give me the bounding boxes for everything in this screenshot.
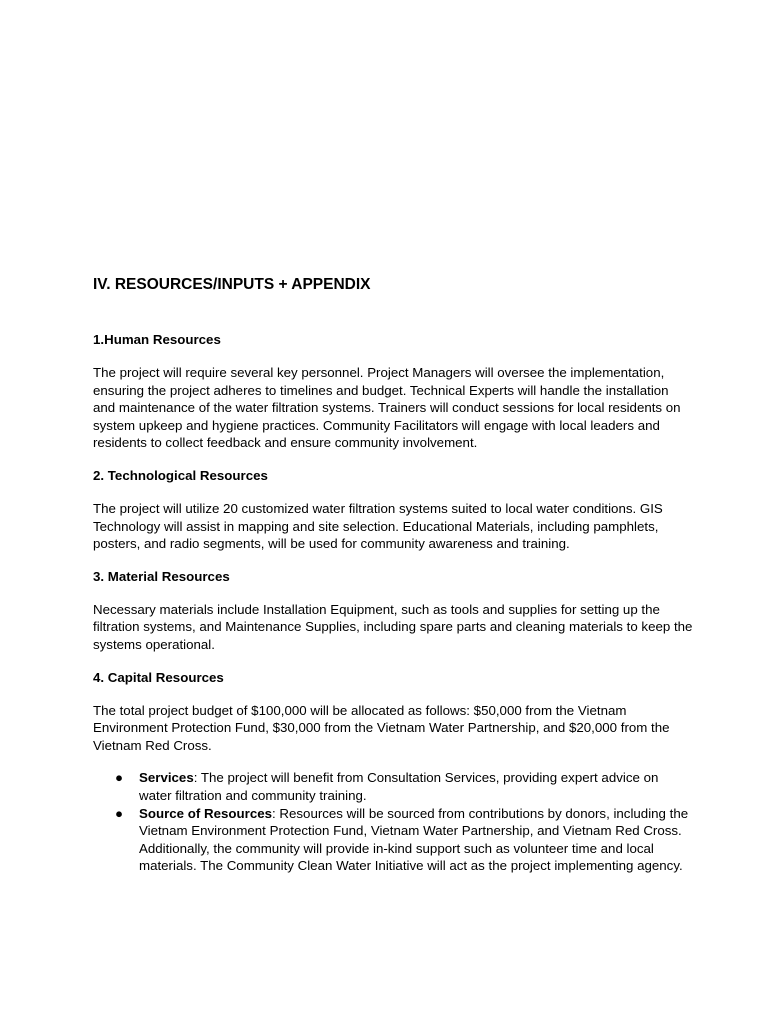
bullet-text-source-of-resources: : Resources will be sourced from contributions by donors, including the Vietnam Environment Protection Fund, Vietnam Water Partnership, and Vietnam Red Cross. Additionally, the community will provide in-kind support such as volunteer time and local materials. The Community Clean Water Initiative will act as the project implementing agency. — [139, 805, 689, 874]
document-page — [93, 274, 693, 875]
list-item-source-of-resources — [115, 805, 693, 875]
bullet-term-services: Services — [139, 770, 194, 786]
material-resources-heading: 3. Material Resources — [93, 568, 230, 584]
capital-resources-heading: 4. Capital Resources — [93, 669, 224, 685]
technological-resources-heading: 2. Technological Resources — [93, 467, 268, 483]
human-resources-heading: 1.Human Resources — [93, 332, 221, 347]
human-resources-paragraph: The project will require several key personnel. Project Managers will oversee the implementation, ensuring the project adheres to timelines and budget. Technical Experts will handle the installation and maintenance of the water filtration systems. Trainers will conduct sessions for local residents on system upkeep and hygiene practices. Community Facilitators will engage with local leaders and residents to collect feedback and ensure community involvement. — [93, 365, 681, 451]
page-title: IV. RESOURCES/INPUTS + APPENDIX — [93, 276, 371, 293]
capital-resources-bullet-list — [93, 769, 693, 875]
bullet-term-source-of-resources: Source of Resources — [139, 805, 273, 821]
bullet-text-services: : The project will benefit from Consultation Services, providing expert advice on water filtration and community training. — [139, 770, 659, 803]
bullet-icon: ● — [115, 770, 124, 786]
technological-resources-paragraph: The project will utilize 20 customized water filtration systems suited to local water conditions. GIS Technology will assist in mapping and site selection. Educational Materials, including pamphlets, posters, and radio segments, will be used for community awareness and training. — [93, 500, 663, 552]
capital-resources-paragraph: The total project budget of $100,000 will be allocated as follows: $50,000 from the Vietnam Environment Protection Fund, $30,000 from the Vietnam Water Partnership, and $20,000 from the Vietnam Red Cross. — [93, 702, 670, 753]
material-resources-paragraph: Necessary materials include Installation Equipment, such as tools and supplies for setting up the filtration systems, and Maintenance Supplies, including spare parts and cleaning materials to keep the systems operational. — [93, 601, 693, 652]
bullet-icon: ● — [115, 805, 124, 821]
list-item-services — [115, 769, 693, 804]
